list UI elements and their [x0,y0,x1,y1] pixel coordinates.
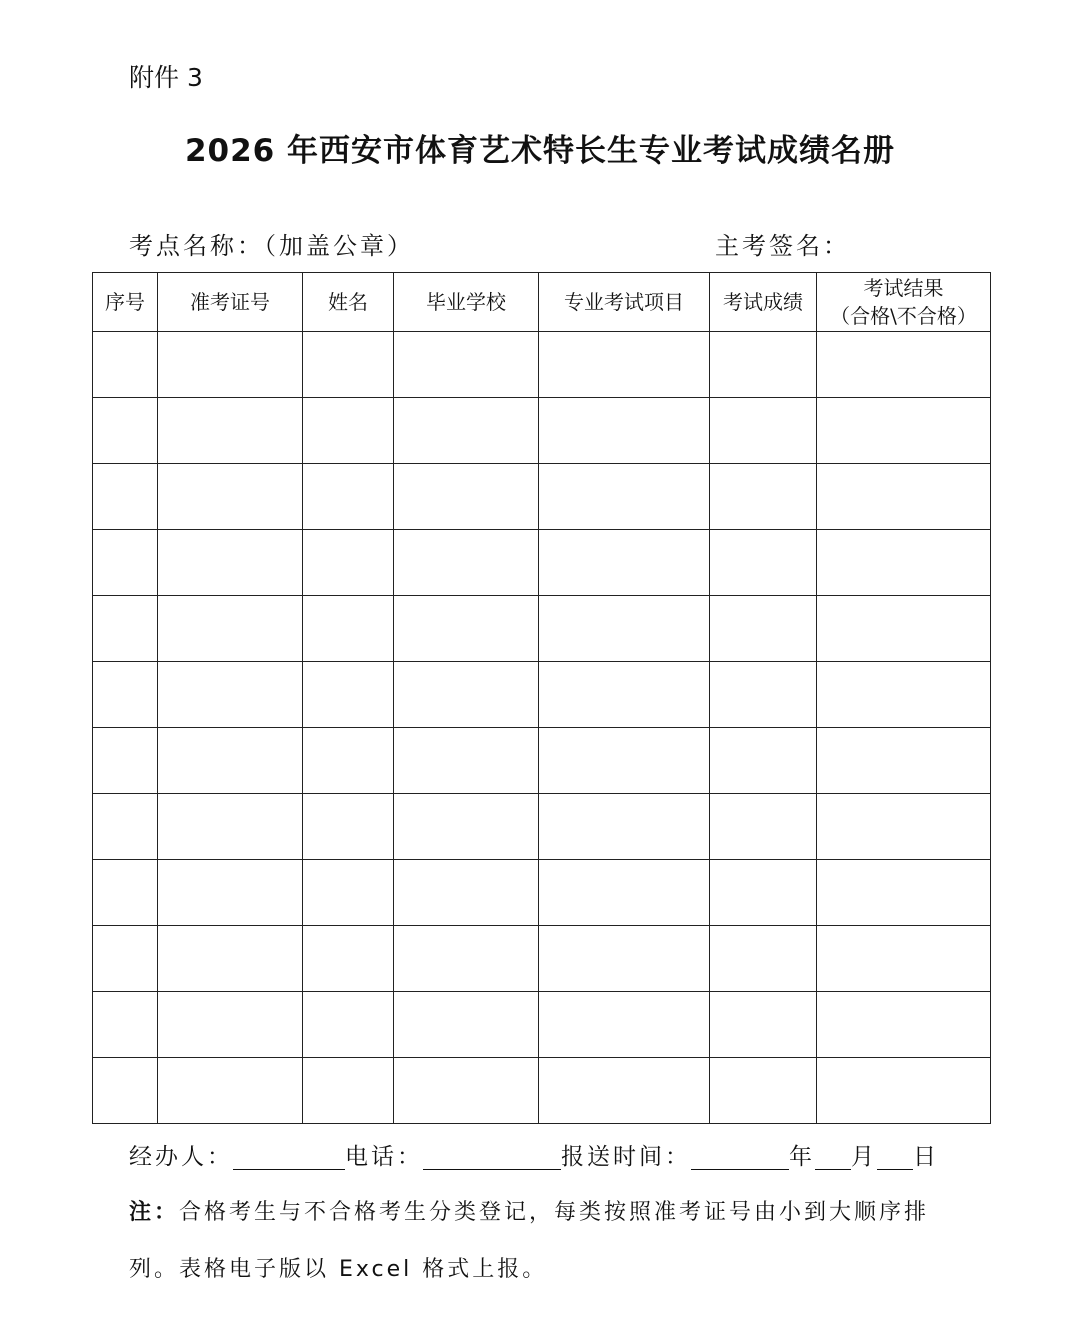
cell-serial[interactable] [93,464,158,530]
header-serial-number: 序号 [93,273,158,332]
header-exam-item: 专业考试项目 [539,273,710,332]
cell-school[interactable] [394,398,539,464]
cell-admission-number[interactable] [158,992,303,1058]
cell-result[interactable] [817,992,991,1058]
cell-result[interactable] [817,794,991,860]
cell-serial[interactable] [93,332,158,398]
cell-name[interactable] [303,992,394,1058]
cell-admission-number[interactable] [158,464,303,530]
cell-name[interactable] [303,530,394,596]
table-row [93,926,991,992]
header-result-line1: 考试结果 [863,276,944,300]
cell-name[interactable] [303,728,394,794]
table-row [93,596,991,662]
table-row [93,794,991,860]
cell-serial[interactable] [93,662,158,728]
cell-result[interactable] [817,860,991,926]
cell-exam-item[interactable] [539,728,710,794]
month-label: 月 [851,1144,877,1170]
examiner-signature-label: 主考签名： [715,232,850,260]
cell-name[interactable] [303,794,394,860]
cell-serial[interactable] [93,530,158,596]
cell-score[interactable] [710,464,817,530]
cell-name[interactable] [303,860,394,926]
header-result-line2: （合格\不合格） [830,304,977,328]
cell-admission-number[interactable] [158,860,303,926]
cell-admission-number[interactable] [158,398,303,464]
cell-admission-number[interactable] [158,596,303,662]
cell-school[interactable] [394,860,539,926]
table-row [93,860,991,926]
score-register-table [92,272,991,1124]
cell-admission-number[interactable] [158,794,303,860]
cell-serial[interactable] [93,992,158,1058]
cell-exam-item[interactable] [539,926,710,992]
phone-label: 电话： [345,1144,423,1170]
cell-school[interactable] [394,464,539,530]
table-row [93,398,991,464]
cell-serial[interactable] [93,1058,158,1124]
cell-serial[interactable] [93,794,158,860]
cell-school[interactable] [394,662,539,728]
table-row [93,728,991,794]
cell-admission-number[interactable] [158,662,303,728]
cell-result[interactable] [817,662,991,728]
cell-score[interactable] [710,728,817,794]
cell-name[interactable] [303,662,394,728]
cell-serial[interactable] [93,926,158,992]
cell-admission-number[interactable] [158,332,303,398]
cell-exam-item[interactable] [539,398,710,464]
cell-admission-number[interactable] [158,1058,303,1124]
cell-school[interactable] [394,728,539,794]
day-blank[interactable] [877,1143,913,1170]
day-label: 日 [913,1144,939,1170]
header-score: 考试成绩 [710,273,817,332]
cell-admission-number[interactable] [158,530,303,596]
cell-serial[interactable] [93,860,158,926]
year-label: 年 [789,1144,815,1170]
cell-admission-number[interactable] [158,926,303,992]
cell-exam-item[interactable] [539,794,710,860]
cell-school[interactable] [394,332,539,398]
cell-score[interactable] [710,662,817,728]
cell-exam-item[interactable] [539,332,710,398]
cell-result[interactable] [817,398,991,464]
cell-score[interactable] [710,1058,817,1124]
cell-serial[interactable] [93,596,158,662]
cell-score[interactable] [710,332,817,398]
handler-label: 经办人： [129,1144,233,1170]
cell-score[interactable] [710,992,817,1058]
cell-serial[interactable] [93,728,158,794]
submit-time-label: 报送时间： [561,1144,691,1170]
cell-exam-item[interactable] [539,596,710,662]
header-admission-number: 准考证号 [158,273,303,332]
cell-name[interactable] [303,926,394,992]
table-row [93,332,991,398]
handler-blank[interactable] [233,1143,345,1170]
phone-blank[interactable] [423,1143,561,1170]
cell-name[interactable] [303,398,394,464]
cell-result[interactable] [817,1058,991,1124]
month-blank[interactable] [815,1143,851,1170]
document-title: 2026 年西安市体育艺术特长生专业考试成绩名册 [184,133,896,169]
cell-school[interactable] [394,530,539,596]
cell-school[interactable] [394,926,539,992]
cell-result[interactable] [817,530,991,596]
cell-result[interactable] [817,728,991,794]
cell-exam-item[interactable] [539,464,710,530]
cell-result[interactable] [817,926,991,992]
table-row [93,662,991,728]
cell-result[interactable] [817,596,991,662]
venue-label: 考点名称：（加盖公章） [129,232,414,260]
cell-result[interactable] [817,332,991,398]
table-row [93,530,991,596]
cell-school[interactable] [394,596,539,662]
table-header-row [93,273,991,332]
year-blank[interactable] [691,1143,789,1170]
cell-exam-item[interactable] [539,530,710,596]
cell-school[interactable] [394,1058,539,1124]
cell-exam-item[interactable] [539,1058,710,1124]
cell-name[interactable] [303,1058,394,1124]
cell-exam-item[interactable] [539,992,710,1058]
cell-score[interactable] [710,926,817,992]
cell-exam-item[interactable] [539,662,710,728]
cell-score[interactable] [710,596,817,662]
header-result [817,273,991,332]
table-row [93,992,991,1058]
table-row [93,1058,991,1124]
note-prefix: 注： [129,1200,180,1225]
cell-score[interactable] [710,860,817,926]
note-line-2: 列。表格电子版以 Excel 格式上报。 [129,1257,548,1282]
cell-score[interactable] [710,794,817,860]
table-row [93,464,991,530]
cell-school[interactable] [394,992,539,1058]
cell-admission-number[interactable] [158,728,303,794]
cell-exam-item[interactable] [539,860,710,926]
cell-result[interactable] [817,464,991,530]
header-name: 姓名 [303,273,394,332]
cell-school[interactable] [394,794,539,860]
cell-name[interactable] [303,464,394,530]
cell-score[interactable] [710,530,817,596]
cell-name[interactable] [303,596,394,662]
note-line-1 [129,1195,929,1226]
footer-line [129,1138,939,1171]
header-school: 毕业学校 [394,273,539,332]
note-text-1: 合格考生与不合格考生分类登记，每类按照准考证号由小到大顺序排 [179,1200,930,1225]
attachment-label: 附件 3 [129,63,203,92]
cell-score[interactable] [710,398,817,464]
cell-name[interactable] [303,332,394,398]
cell-serial[interactable] [93,398,158,464]
